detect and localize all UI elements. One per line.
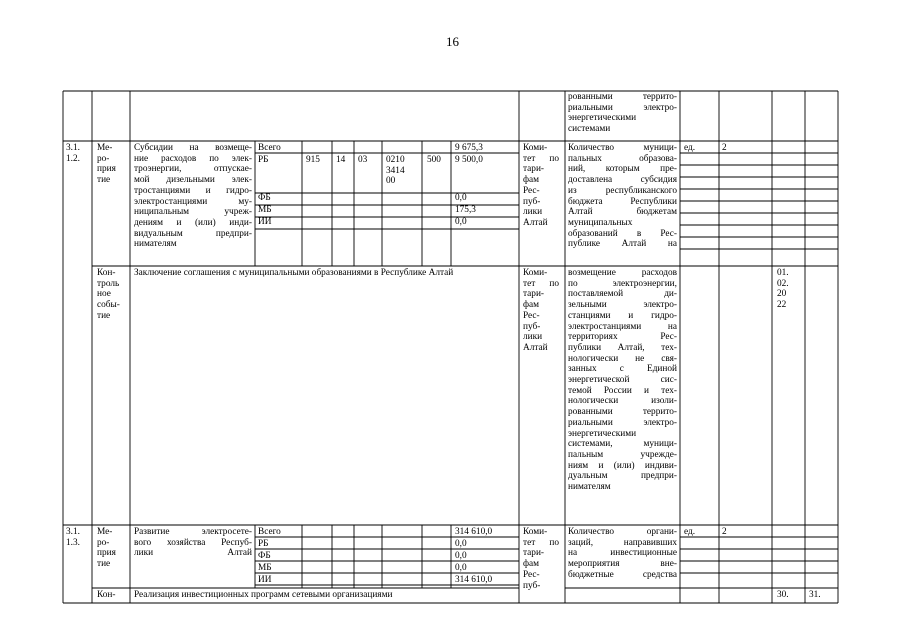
source-mb: МБ: [258, 563, 272, 573]
row-number: 3.1. 1.3.: [66, 527, 80, 548]
control-event-date: 01. 02. 20 22: [777, 268, 789, 311]
indicator-continuation: рованными террито- риальными электро- энергетическими системами: [568, 92, 677, 135]
amount-rb: 0,0: [455, 539, 467, 549]
amount-rb: 9 500,0: [455, 155, 483, 165]
amount-fb: 0,0: [455, 551, 467, 561]
indicator-name: Количество органи- заций, направивших на инвестиционные мероприятия вне- бюджетные средства: [568, 527, 677, 580]
row-type: Ме- ро- прия тие: [97, 527, 116, 570]
amount-mb: 0,0: [455, 563, 467, 573]
source-ii: ИИ: [258, 217, 272, 227]
amount-ii: 314 610,0: [455, 575, 493, 585]
source-mb: МБ: [258, 205, 272, 215]
source-rb: РБ: [258, 155, 269, 165]
indicator-value: 2: [722, 527, 727, 537]
indicator-unit: ед.: [684, 527, 696, 537]
source-total: Всего: [258, 527, 281, 537]
control-event-executor: Коми- тет по тари- фам Рес- пуб- лики Алтай: [523, 268, 559, 353]
source-fb: ФБ: [258, 551, 271, 561]
amount-total: 9 675,3: [455, 143, 483, 153]
indicator-unit: ед.: [684, 143, 696, 153]
code-expense-type: 500: [427, 155, 441, 165]
source-total: Всего: [258, 143, 281, 153]
page-number: 16: [446, 34, 459, 49]
amount-fb: 0,0: [455, 193, 467, 203]
source-ii: ИИ: [258, 575, 272, 585]
indicator-value: 2: [722, 143, 727, 153]
amount-total: 314 610,0: [455, 527, 493, 537]
row-number: 3.1. 1.2.: [66, 143, 80, 164]
amount-mb: 175,3: [455, 205, 476, 215]
code-section: 14: [336, 155, 346, 165]
indicator-name: Количество муници- пальных образова- ний, которым пре- доставлена субсидия из республиканского бюджета Республики Алтай бюджетам муниципальных образований в Рес- публике Алтай на: [568, 143, 677, 250]
amount-ii: 0,0: [455, 217, 467, 227]
activity-name: Развитие электросете- вого хозяйства Респуб- лики Алтай: [134, 527, 252, 559]
control-event-type: Кон- троль ное собы- тие: [97, 268, 120, 321]
code-target: 0210 3414 00: [386, 155, 405, 187]
executor: Коми- тет по тари- фам Рес- пуб- лики Алтай: [523, 143, 559, 228]
control-event-description: Заключение соглашения с муниципальными образованиями в Республике Алтай: [134, 268, 454, 278]
code-grbs: 915: [306, 155, 320, 165]
control-event-type: Кон-: [97, 590, 116, 600]
control-event-start-date: 30.: [777, 590, 789, 600]
source-fb: ФБ: [258, 193, 271, 203]
code-subsection: 03: [358, 155, 368, 165]
indicator-continuation: возмещение расходов по электроэнергии, поставляемой ди- зельными электро- станциями и гидро- электростанциями на территориях Рес- публики Алтай, тех- нологически не свя- занных с Единой энергетической сис- темой России и тех- нологически изоли- рованными террито- риальными электро- энергетическими системами, муници- пальным учрежде- ниям и (или) индиви- дуальным предпри- нимателям: [568, 268, 677, 493]
source-rb: РБ: [258, 539, 269, 549]
control-event-description: Реализация инвестиционных программ сетевыми организациями: [134, 590, 393, 600]
control-event-end-date: 31.: [809, 590, 821, 600]
activity-name: Субсидии на возмеще- ние расходов по элек- троэнергии, отпускае- мой дизельными элек- тростанциями и гидро- электростанциями му- ниципальным учреж- дениям и (или) инди- видуальным предпри- нимателям: [134, 143, 252, 250]
row-type: Ме- ро- прия тие: [97, 143, 116, 186]
executor: Коми- тет по тари- фам Рес- пуб-: [523, 527, 559, 591]
